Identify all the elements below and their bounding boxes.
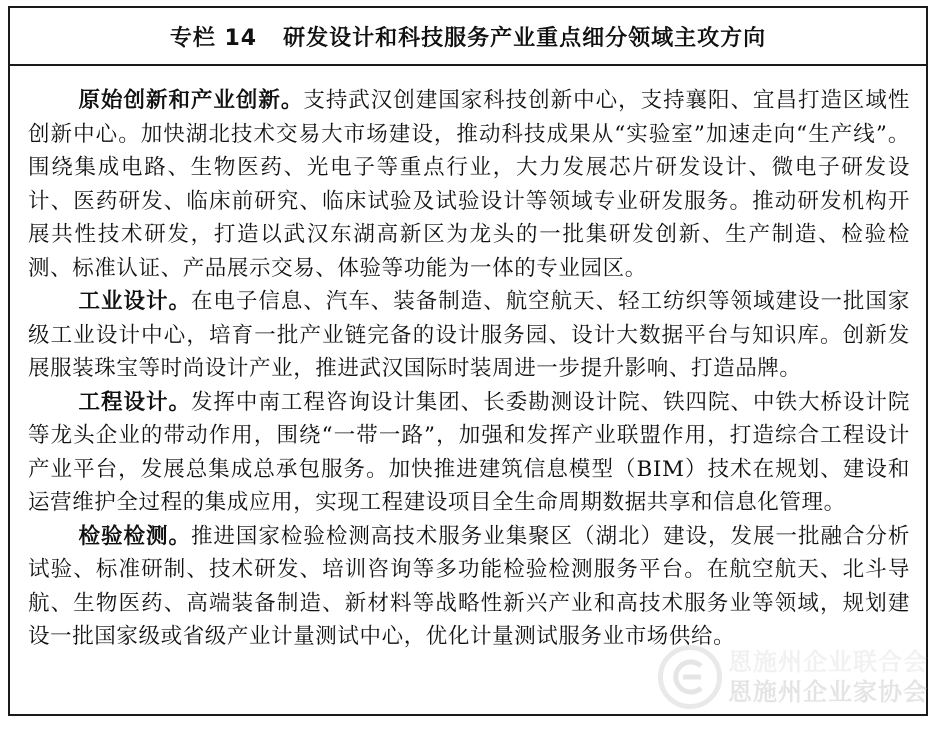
section-text: 在电子信息、汽车、装备制造、航空航天、轻工纺织等领域建设一批国家级工业设计中心，培育一批产业链完备的设计服务园、设计大数据平台与知识库。创新发展服装珠宝等时尚设计产业，推进武汉国际时装周进一步提升影响、打造品牌。	[28, 289, 910, 381]
watermark-line-1: 恩施州企业联合会	[728, 648, 928, 676]
section-lead: 检验检测。	[78, 523, 191, 549]
section-lead: 原始创新和产业创新。	[78, 88, 304, 113]
box-header	[10, 8, 926, 66]
section-lead: 工程设计。	[78, 389, 191, 415]
box-title: 研发设计和科技服务产业重点细分领域主攻方向	[283, 25, 767, 51]
section-industrial-design	[28, 285, 910, 386]
feature-box	[8, 6, 928, 716]
box-body	[10, 66, 926, 654]
section-text: 推进国家检验检测高技术服务业集聚区（湖北）建设，发展一批融合分析试验、标准研制、技术研发、培训咨询等多功能检验检测服务平台。在航空航天、北斗导航、生物医药、高端装备制造、新材料等战略性新兴产业和高技术服务业等领域，规划建设一批国家级或省级产业计量测试中心，优化计量测试服务业市场供给。	[28, 523, 910, 649]
box-number: 专栏 14	[169, 25, 258, 51]
section-engineering-design	[28, 386, 910, 520]
section-original-innovation	[28, 84, 910, 285]
section-lead: 工业设计。	[78, 289, 191, 314]
section-text: 发挥中南工程咨询设计集团、长委勘测设计院、铁四院、中铁大桥设计院等龙头企业的带动作用，围绕“一带一路”，加强和发挥产业联盟作用，打造综合工程设计产业平台，发展总集成总承包服务。加快推进建筑信息模型（BIM）技术在规划、建设和运营维护全过程的集成应用，实现工程建设项目全生命周期数据共享和信息化管理。	[28, 389, 910, 515]
watermark-line-2: 恩施州企业家协会	[728, 678, 928, 706]
section-inspection-testing	[28, 520, 910, 654]
section-text: 支持武汉创建国家科技创新中心，支持襄阳、宜昌打造区域性创新中心。加快湖北技术交易大市场建设，推动科技成果从“实验室”加速走向“生产线”。围绕集成电路、生物医药、光电子等重点行业，大力发展芯片研发设计、微电子研发设计、医药研发、临床前研究、临床试验及试验设计等领域专业研发服务。推动研发机构开展共性技术研发，打造以武汉东湖高新区为龙头的一批集研发创新、生产制造、检验检测、标准认证、产品展示交易、体验等功能为一体的专业园区。	[28, 88, 910, 281]
